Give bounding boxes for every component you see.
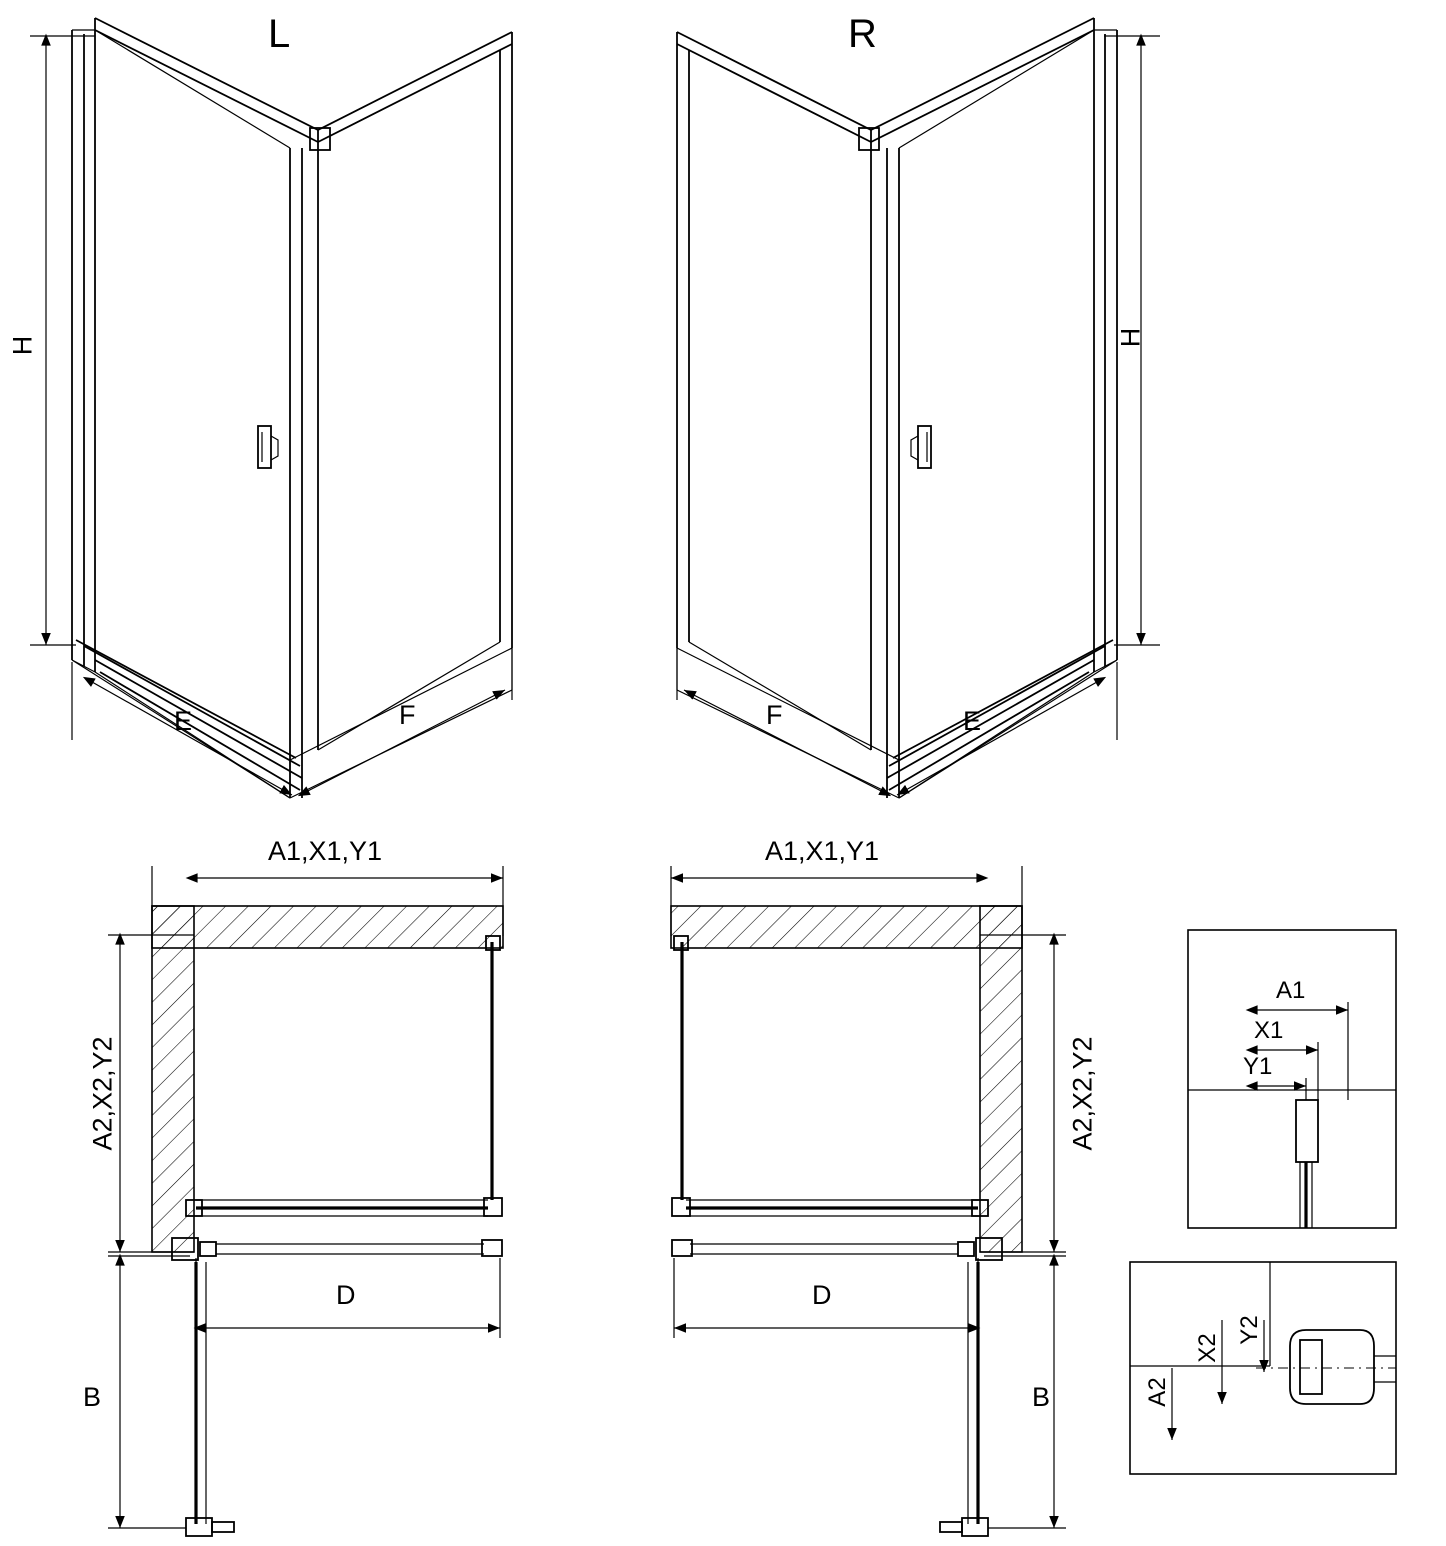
plan-left-side-dimension: A2,X2,Y2 [87,1036,118,1151]
plan-left-inner-dimension: D [336,1280,356,1310]
plan-view-right [671,866,1066,1536]
iso-right-width-label: F [766,700,783,730]
iso-left-depth-label: E [174,706,193,736]
detail-bottom-x2-label: X2 [1194,1333,1221,1363]
iso-view-left [30,18,512,800]
view-title-left: L [268,12,291,56]
plan-view-left [108,866,503,1536]
door-handle-left [258,426,278,468]
iso-left-width-label: F [399,700,416,730]
plan-right-top-dimension: A1,X1,Y1 [765,836,880,866]
door-handle-right [911,426,931,468]
detail-top [1188,930,1396,1228]
iso-view-right [677,18,1160,798]
plan-right-door-dimension: B [1032,1382,1051,1412]
detail-bottom-y2-label: Y2 [1236,1315,1263,1345]
plan-right-side-dimension: A2,X2,Y2 [1067,1036,1098,1151]
detail-bottom [1130,1262,1396,1474]
detail-bottom-a2-label: A2 [1144,1377,1171,1407]
iso-right-height-label: H [1115,327,1146,348]
view-title-right: R [848,12,877,56]
iso-left-height-label: H [7,335,38,356]
plan-left-door-dimension: B [83,1382,102,1412]
detail-top-y1-label: Y1 [1243,1053,1273,1080]
detail-top-x1-label: X1 [1254,1017,1284,1044]
plan-left-top-dimension: A1,X1,Y1 [268,836,383,866]
iso-right-depth-label: E [963,706,982,736]
plan-right-inner-dimension: D [812,1280,832,1310]
detail-top-a1-label: A1 [1276,977,1306,1004]
